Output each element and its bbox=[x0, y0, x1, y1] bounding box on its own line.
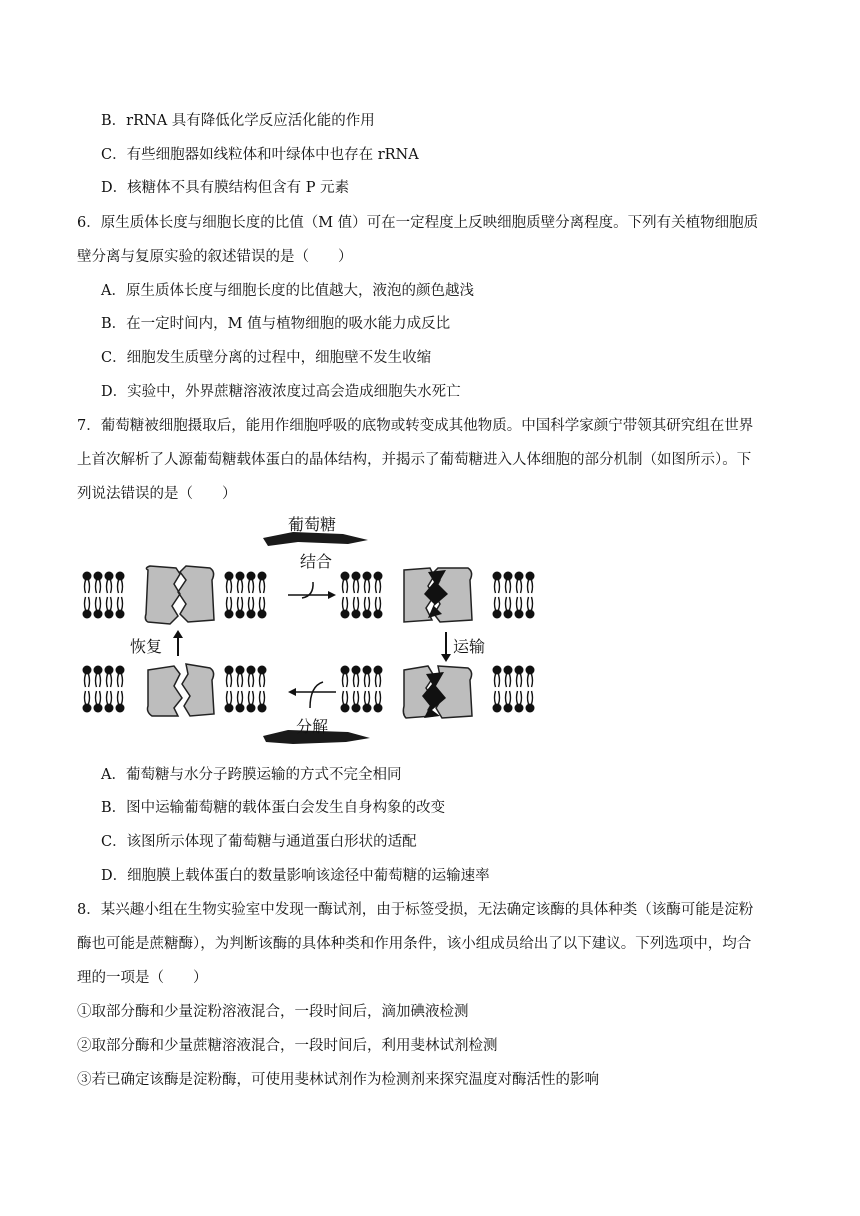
membrane-top-right-a bbox=[341, 572, 383, 619]
glucose-transporter-figure bbox=[78, 510, 548, 748]
transporter-open bbox=[145, 566, 214, 624]
q8-item-1: ①取部分酶和少量淀粉溶液混合，一段时间后，滴加碘液检测 bbox=[77, 1004, 469, 1020]
q6-option-c: C．细胞发生质壁分离的过程中，细胞壁不发生收缩 bbox=[101, 350, 432, 366]
label-release: 分解 bbox=[296, 717, 329, 736]
q7-stem-line-1: 7．葡萄糖被细胞摄取后，能用作细胞呼吸的底物或转变成其他物质。中国科学家颜宁带领其研究组在世界 bbox=[77, 418, 754, 434]
q6-stem-line-1: 6．原生质体长度与细胞长度的比值（M 值）可在一定程度上反映细胞质壁分离程度。下列有关植物细胞质 bbox=[77, 215, 759, 231]
q7-stem-line-3: 列说法错误的是（ ） bbox=[77, 486, 237, 502]
q8-stem-line-1: 8．某兴趣小组在生物实验室中发现一酶试剂，由于标签受损，无法确定该酶的具体种类（该酶可能是淀粉 bbox=[77, 902, 754, 918]
transporter-inward-empty bbox=[148, 664, 215, 716]
glucose-molecule-top bbox=[263, 532, 368, 546]
q5-option-d: D．核糖体不具有膜结构但含有 P 元素 bbox=[101, 180, 350, 196]
q6-stem-line-2: 壁分离与复原实验的叙述错误的是（ ） bbox=[77, 249, 353, 265]
q5-option-c: C．有些细胞器如线粒体和叶绿体中也存在 rRNA bbox=[101, 147, 419, 163]
q8-stem-line-3: 理的一项是（ ） bbox=[77, 970, 208, 986]
q7-option-a: A．葡萄糖与水分子跨膜运输的方式不完全相同 bbox=[101, 767, 402, 783]
q6-option-a: A．原生质体长度与细胞长度的比值越大，液泡的颜色越浅 bbox=[101, 283, 474, 299]
membrane-bottom-right-a bbox=[341, 666, 383, 713]
membrane-bottom-left bbox=[83, 666, 125, 713]
q8-item-3: ③若已确定该酶是淀粉酶，可使用斐林试剂作为检测剂来探究温度对酶活性的影响 bbox=[77, 1072, 599, 1088]
q6-option-d: D．实验中，外界蔗糖溶液浓度过高会造成细胞失水死亡 bbox=[101, 384, 461, 400]
q7-option-d: D．细胞膜上载体蛋白的数量影响该途径中葡萄糖的运输速率 bbox=[101, 868, 490, 884]
membrane-top-right-b bbox=[493, 572, 535, 619]
label-bind: 结合 bbox=[300, 552, 333, 571]
label-glucose: 葡萄糖 bbox=[288, 515, 337, 534]
q5-option-b: B．rRNA 具有降低化学反应活化能的作用 bbox=[101, 113, 375, 129]
q7-stem-line-2: 上首次解析了人源葡萄糖载体蛋白的晶体结构，并揭示了葡萄糖进入人体细胞的部分机制（如图所示）。下 bbox=[77, 452, 752, 468]
label-transport: 运输 bbox=[453, 637, 486, 656]
q6-option-b: B．在一定时间内，M 值与植物细胞的吸水能力成反比 bbox=[101, 316, 451, 332]
membrane-bottom-right-b bbox=[493, 666, 535, 713]
q8-stem-line-2: 酶也可能是蔗糖酶），为判断该酶的具体种类和作用条件，该小组成员给出了以下建议。下列选项中，均合 bbox=[77, 936, 752, 952]
q7-option-b: B．图中运输葡萄糖的载体蛋白会发生自身构象的改变 bbox=[101, 800, 446, 816]
q8-item-2: ②取部分酶和少量蔗糖溶液混合，一段时间后，利用斐林试剂检测 bbox=[77, 1038, 498, 1054]
membrane-top-left bbox=[83, 572, 125, 619]
q7-option-c: C．该图所示体现了葡萄糖与通道蛋白形状的适配 bbox=[101, 834, 417, 850]
membrane-top-mid bbox=[225, 572, 267, 619]
membrane-bottom-mid bbox=[225, 666, 267, 713]
label-recover: 恢复 bbox=[130, 637, 163, 656]
